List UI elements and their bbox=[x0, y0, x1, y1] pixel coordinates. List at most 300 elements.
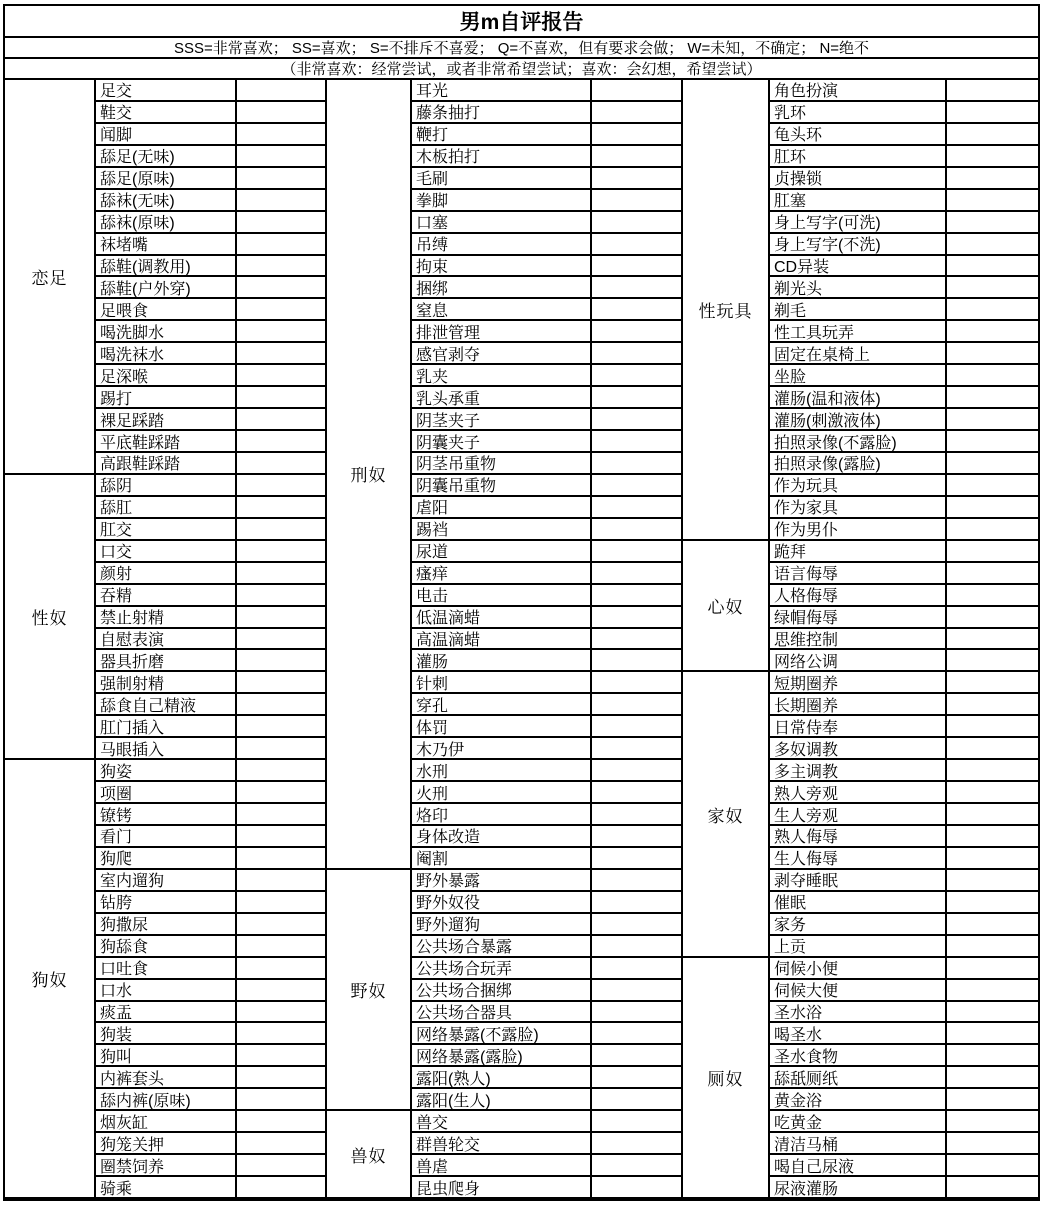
item-label: 阴茎吊重物 bbox=[412, 453, 592, 475]
category-label: 性玩具 bbox=[683, 80, 770, 541]
rating-cell[interactable] bbox=[592, 1111, 681, 1133]
category-label: 恋足 bbox=[5, 80, 96, 475]
item-label: 足交 bbox=[96, 80, 237, 102]
rating-cell[interactable] bbox=[947, 694, 1038, 716]
item-label: 狗笼关押 bbox=[96, 1133, 237, 1155]
item-label: 足深喉 bbox=[96, 365, 237, 387]
rating-cell[interactable] bbox=[592, 102, 681, 124]
rating-cell[interactable] bbox=[237, 475, 325, 497]
rating-cell[interactable] bbox=[237, 694, 325, 716]
rating-cell[interactable] bbox=[947, 387, 1038, 409]
item-label: 穿孔 bbox=[412, 694, 592, 716]
item-label: 肛交 bbox=[96, 519, 237, 541]
item-label: 藤条抽打 bbox=[412, 102, 592, 124]
rating-cell[interactable] bbox=[947, 1155, 1038, 1177]
item-label: 马眼插入 bbox=[96, 738, 237, 760]
rating-cell[interactable] bbox=[947, 563, 1038, 585]
rating-cell[interactable] bbox=[237, 431, 325, 453]
rating-cell[interactable] bbox=[947, 519, 1038, 541]
rating-cell[interactable] bbox=[947, 892, 1038, 914]
rating-cell[interactable] bbox=[947, 958, 1038, 980]
rating-cell[interactable] bbox=[947, 80, 1038, 102]
item-label: 舔阴 bbox=[96, 475, 237, 497]
rating-cell[interactable] bbox=[592, 234, 681, 256]
rating-cell[interactable] bbox=[947, 102, 1038, 124]
rating-cell[interactable] bbox=[592, 848, 681, 870]
item-label: 踢打 bbox=[96, 387, 237, 409]
rating-cell[interactable] bbox=[237, 541, 325, 563]
rating-cell[interactable] bbox=[947, 826, 1038, 848]
item-label: 袜堵嘴 bbox=[96, 234, 237, 256]
rating-cell[interactable] bbox=[237, 936, 325, 958]
rating-cell[interactable] bbox=[237, 299, 325, 321]
item-label: 舔鞋(调教用) bbox=[96, 256, 237, 278]
rating-cell[interactable] bbox=[947, 277, 1038, 299]
item-label: 作为玩具 bbox=[770, 475, 947, 497]
category-label: 刑奴 bbox=[327, 80, 412, 870]
rating-cell[interactable] bbox=[947, 585, 1038, 607]
item-label: 裸足踩踏 bbox=[96, 409, 237, 431]
rating-cell[interactable] bbox=[947, 343, 1038, 365]
rating-cell[interactable] bbox=[237, 804, 325, 826]
rating-cell[interactable] bbox=[592, 980, 681, 1002]
rating-cell[interactable] bbox=[237, 277, 325, 299]
rating-cell[interactable] bbox=[237, 1111, 325, 1133]
rating-cell[interactable] bbox=[592, 804, 681, 826]
item-label: 低温滴蜡 bbox=[412, 607, 592, 629]
item-label: 吊缚 bbox=[412, 234, 592, 256]
rating-cell[interactable] bbox=[237, 1155, 325, 1177]
item-label: 熟人旁观 bbox=[770, 782, 947, 804]
rating-cell[interactable] bbox=[592, 146, 681, 168]
item-label: 跪拜 bbox=[770, 541, 947, 563]
rating-cell[interactable] bbox=[592, 519, 681, 541]
item-label: 舔肛 bbox=[96, 497, 237, 519]
item-label: 拳脚 bbox=[412, 190, 592, 212]
item-label: 喝洗袜水 bbox=[96, 343, 237, 365]
item-label: 公共场合捆绑 bbox=[412, 980, 592, 1002]
item-label: 剥夺睡眠 bbox=[770, 870, 947, 892]
item-label: 体罚 bbox=[412, 716, 592, 738]
rating-cell[interactable] bbox=[237, 1177, 325, 1199]
item-label: 公共场合暴露 bbox=[412, 936, 592, 958]
rating-cell[interactable] bbox=[592, 563, 681, 585]
rating-cell[interactable] bbox=[947, 629, 1038, 651]
item-label: 肛塞 bbox=[770, 190, 947, 212]
rating-cell[interactable] bbox=[237, 782, 325, 804]
legend-line-1: SSS=非常喜欢； SS=喜欢； S=不排斥不喜爱； Q=不喜欢，但有要求会做； W=未知，不确定； N=绝不 bbox=[5, 38, 1038, 59]
rating-cell[interactable] bbox=[947, 541, 1038, 563]
item-label: 短期圈养 bbox=[770, 672, 947, 694]
rating-cell[interactable] bbox=[237, 409, 325, 431]
rating-cell[interactable] bbox=[237, 980, 325, 1002]
rating-cell[interactable] bbox=[947, 299, 1038, 321]
rating-cell[interactable] bbox=[947, 168, 1038, 190]
item-label: 看门 bbox=[96, 826, 237, 848]
rating-cell[interactable] bbox=[592, 277, 681, 299]
rating-cell[interactable] bbox=[237, 848, 325, 870]
rating-cell[interactable] bbox=[947, 234, 1038, 256]
item-label: 乳夹 bbox=[412, 365, 592, 387]
item-label: 自慰表演 bbox=[96, 629, 237, 651]
item-label: 黄金浴 bbox=[770, 1089, 947, 1111]
item-label: 身体改造 bbox=[412, 826, 592, 848]
rating-cell[interactable] bbox=[947, 190, 1038, 212]
category-label: 厕奴 bbox=[683, 958, 770, 1199]
category-label: 兽奴 bbox=[327, 1111, 412, 1199]
item-label: 狗姿 bbox=[96, 760, 237, 782]
item-label: 器具折磨 bbox=[96, 650, 237, 672]
rating-cell[interactable] bbox=[237, 497, 325, 519]
rating-cell[interactable] bbox=[237, 892, 325, 914]
item-label: 阴囊夹子 bbox=[412, 431, 592, 453]
item-label: 野外奴役 bbox=[412, 892, 592, 914]
rating-cell[interactable] bbox=[947, 760, 1038, 782]
rating-cell[interactable] bbox=[592, 892, 681, 914]
rating-cell[interactable] bbox=[947, 256, 1038, 278]
item-label: 露阳(熟人) bbox=[412, 1067, 592, 1089]
item-label: 拘束 bbox=[412, 256, 592, 278]
rating-cell[interactable] bbox=[237, 1067, 325, 1089]
rating-cell[interactable] bbox=[237, 1002, 325, 1024]
rating-cell[interactable] bbox=[237, 914, 325, 936]
rating-cell[interactable] bbox=[592, 585, 681, 607]
item-label: 火刑 bbox=[412, 782, 592, 804]
rating-cell[interactable] bbox=[592, 497, 681, 519]
item-label: 长期圈养 bbox=[770, 694, 947, 716]
item-label: 剃毛 bbox=[770, 299, 947, 321]
rating-cell[interactable] bbox=[592, 299, 681, 321]
rating-cell[interactable] bbox=[237, 672, 325, 694]
item-label: 吃黄金 bbox=[770, 1111, 947, 1133]
item-label: 坐脸 bbox=[770, 365, 947, 387]
rating-cell[interactable] bbox=[237, 738, 325, 760]
item-label: 公共场合玩弄 bbox=[412, 958, 592, 980]
rating-cell[interactable] bbox=[237, 168, 325, 190]
rating-cell[interactable] bbox=[592, 168, 681, 190]
rating-cell[interactable] bbox=[592, 431, 681, 453]
item-label: 多奴调教 bbox=[770, 738, 947, 760]
item-label: 拍照录像(露脸) bbox=[770, 453, 947, 475]
report-table bbox=[3, 4, 1040, 1201]
item-label: 拍照录像(不露脸) bbox=[770, 431, 947, 453]
item-label: 作为男仆 bbox=[770, 519, 947, 541]
rating-cell[interactable] bbox=[237, 190, 325, 212]
rating-cell[interactable] bbox=[592, 672, 681, 694]
item-label: 闻脚 bbox=[96, 124, 237, 146]
item-label: 尿道 bbox=[412, 541, 592, 563]
rating-cell[interactable] bbox=[592, 1002, 681, 1024]
item-label: 吞精 bbox=[96, 585, 237, 607]
rating-cell[interactable] bbox=[592, 387, 681, 409]
item-label: 狗叫 bbox=[96, 1045, 237, 1067]
rating-cell[interactable] bbox=[947, 782, 1038, 804]
item-label: 日常侍奉 bbox=[770, 716, 947, 738]
item-label: 昆虫爬身 bbox=[412, 1177, 592, 1199]
item-label: 高温滴蜡 bbox=[412, 629, 592, 651]
rating-cell[interactable] bbox=[237, 1089, 325, 1111]
item-label: 禁止射精 bbox=[96, 607, 237, 629]
item-label: 灌肠 bbox=[412, 650, 592, 672]
item-label: 颜射 bbox=[96, 563, 237, 585]
item-label: 口水 bbox=[96, 980, 237, 1002]
rating-cell[interactable] bbox=[592, 80, 681, 102]
item-label: 野外遛狗 bbox=[412, 914, 592, 936]
rating-cell[interactable] bbox=[947, 1133, 1038, 1155]
rating-cell[interactable] bbox=[947, 1002, 1038, 1024]
item-label: 多主调教 bbox=[770, 760, 947, 782]
item-label: 足喂食 bbox=[96, 299, 237, 321]
rating-cell[interactable] bbox=[947, 321, 1038, 343]
item-label: 狗爬 bbox=[96, 848, 237, 870]
item-label: 舔袜(无味) bbox=[96, 190, 237, 212]
rating-cell[interactable] bbox=[947, 1067, 1038, 1089]
rating-cell[interactable] bbox=[947, 1089, 1038, 1111]
rating-cell[interactable] bbox=[592, 212, 681, 234]
rating-cell[interactable] bbox=[947, 453, 1038, 475]
item-label: 网络暴露(露脸) bbox=[412, 1045, 592, 1067]
rating-cell[interactable] bbox=[947, 738, 1038, 760]
item-label: 群兽轮交 bbox=[412, 1133, 592, 1155]
item-label: 贞操锁 bbox=[770, 168, 947, 190]
item-label: 虐阳 bbox=[412, 497, 592, 519]
rating-cell[interactable] bbox=[592, 1155, 681, 1177]
item-label: 舔鞋(户外穿) bbox=[96, 277, 237, 299]
item-label: 催眠 bbox=[770, 892, 947, 914]
rating-cell[interactable] bbox=[592, 870, 681, 892]
table-body bbox=[5, 80, 1038, 1199]
rating-cell[interactable] bbox=[237, 80, 325, 102]
item-label: 捆绑 bbox=[412, 277, 592, 299]
rating-cell[interactable] bbox=[947, 914, 1038, 936]
rating-cell[interactable] bbox=[592, 256, 681, 278]
rating-cell[interactable] bbox=[237, 212, 325, 234]
rating-cell[interactable] bbox=[592, 190, 681, 212]
item-label: 狗撒尿 bbox=[96, 914, 237, 936]
item-label: 阴茎夹子 bbox=[412, 409, 592, 431]
item-label: 身上写字(可洗) bbox=[770, 212, 947, 234]
rating-cell[interactable] bbox=[592, 124, 681, 146]
item-label: 阴囊吊重物 bbox=[412, 475, 592, 497]
item-label: 圈禁饲养 bbox=[96, 1155, 237, 1177]
rating-cell[interactable] bbox=[237, 716, 325, 738]
item-label: 身上写字(不洗) bbox=[770, 234, 947, 256]
item-label: 喝洗脚水 bbox=[96, 321, 237, 343]
item-label: 室内遛狗 bbox=[96, 870, 237, 892]
item-label: 生人侮辱 bbox=[770, 848, 947, 870]
item-label: 固定在桌椅上 bbox=[770, 343, 947, 365]
rating-cell[interactable] bbox=[592, 1045, 681, 1067]
rating-cell[interactable] bbox=[237, 256, 325, 278]
item-label: 痰盂 bbox=[96, 1002, 237, 1024]
item-label: 灌肠(刺激液体) bbox=[770, 409, 947, 431]
item-label: 思维控制 bbox=[770, 629, 947, 651]
category-label: 野奴 bbox=[327, 870, 412, 1111]
rating-cell[interactable] bbox=[947, 650, 1038, 672]
rating-cell[interactable] bbox=[237, 453, 325, 475]
rating-cell[interactable] bbox=[592, 760, 681, 782]
rating-cell[interactable] bbox=[947, 870, 1038, 892]
item-label: 露阳(生人) bbox=[412, 1089, 592, 1111]
item-label: 生人旁观 bbox=[770, 804, 947, 826]
item-label: 性工具玩弄 bbox=[770, 321, 947, 343]
rating-cell[interactable] bbox=[237, 321, 325, 343]
item-label: 项圈 bbox=[96, 782, 237, 804]
rating-cell[interactable] bbox=[947, 365, 1038, 387]
rating-cell[interactable] bbox=[237, 585, 325, 607]
rating-cell[interactable] bbox=[592, 716, 681, 738]
item-label: 狗舔食 bbox=[96, 936, 237, 958]
rating-cell[interactable] bbox=[947, 1023, 1038, 1045]
item-label: 舔足(无味) bbox=[96, 146, 237, 168]
item-label: 骑乘 bbox=[96, 1177, 237, 1199]
rating-cell[interactable] bbox=[592, 694, 681, 716]
rating-cell[interactable] bbox=[592, 1133, 681, 1155]
rating-cell[interactable] bbox=[592, 936, 681, 958]
item-label: 野外暴露 bbox=[412, 870, 592, 892]
item-label: 人格侮辱 bbox=[770, 585, 947, 607]
rating-cell[interactable] bbox=[592, 629, 681, 651]
item-label: 剃光头 bbox=[770, 277, 947, 299]
rating-cell[interactable] bbox=[947, 124, 1038, 146]
rating-cell[interactable] bbox=[237, 146, 325, 168]
rating-cell[interactable] bbox=[237, 1023, 325, 1045]
column-group-1 bbox=[5, 80, 327, 1199]
rating-cell[interactable] bbox=[592, 365, 681, 387]
item-label: 兽交 bbox=[412, 1111, 592, 1133]
rating-cell[interactable] bbox=[947, 1045, 1038, 1067]
rating-cell[interactable] bbox=[592, 958, 681, 980]
item-label: 乳环 bbox=[770, 102, 947, 124]
rating-cell[interactable] bbox=[237, 102, 325, 124]
item-label: 钻胯 bbox=[96, 892, 237, 914]
item-label: 毛刷 bbox=[412, 168, 592, 190]
item-label: 伺候小便 bbox=[770, 958, 947, 980]
item-label: 烟灰缸 bbox=[96, 1111, 237, 1133]
rating-cell[interactable] bbox=[592, 782, 681, 804]
rating-cell[interactable] bbox=[592, 541, 681, 563]
rating-cell[interactable] bbox=[592, 826, 681, 848]
rating-cell[interactable] bbox=[237, 650, 325, 672]
item-label: 踢裆 bbox=[412, 519, 592, 541]
rating-cell[interactable] bbox=[592, 1089, 681, 1111]
rating-cell[interactable] bbox=[592, 607, 681, 629]
item-label: 绿帽侮辱 bbox=[770, 607, 947, 629]
rating-cell[interactable] bbox=[592, 343, 681, 365]
rating-cell[interactable] bbox=[237, 563, 325, 585]
rating-cell[interactable] bbox=[237, 124, 325, 146]
rating-cell[interactable] bbox=[592, 914, 681, 936]
rating-cell[interactable] bbox=[947, 607, 1038, 629]
item-label: 舔舐厕纸 bbox=[770, 1067, 947, 1089]
rating-cell[interactable] bbox=[592, 453, 681, 475]
rating-cell[interactable] bbox=[947, 409, 1038, 431]
item-label: 网络公调 bbox=[770, 650, 947, 672]
item-label: 熟人侮辱 bbox=[770, 826, 947, 848]
rating-cell[interactable] bbox=[947, 672, 1038, 694]
rating-cell[interactable] bbox=[237, 760, 325, 782]
rating-cell[interactable] bbox=[592, 1023, 681, 1045]
item-label: 公共场合器具 bbox=[412, 1002, 592, 1024]
rating-cell[interactable] bbox=[237, 870, 325, 892]
category-label: 性奴 bbox=[5, 475, 96, 760]
item-label: 舔食自己精液 bbox=[96, 694, 237, 716]
item-label: 鞭打 bbox=[412, 124, 592, 146]
rating-cell[interactable] bbox=[237, 234, 325, 256]
item-label: 阉割 bbox=[412, 848, 592, 870]
rating-cell[interactable] bbox=[592, 475, 681, 497]
rating-cell[interactable] bbox=[947, 716, 1038, 738]
rating-cell[interactable] bbox=[947, 212, 1038, 234]
item-label: 舔内裤(原味) bbox=[96, 1089, 237, 1111]
rating-cell[interactable] bbox=[947, 146, 1038, 168]
rating-cell[interactable] bbox=[592, 321, 681, 343]
item-label: 语言侮辱 bbox=[770, 563, 947, 585]
item-label: 口塞 bbox=[412, 212, 592, 234]
rating-cell[interactable] bbox=[592, 1177, 681, 1199]
item-label: 口交 bbox=[96, 541, 237, 563]
rating-cell[interactable] bbox=[237, 343, 325, 365]
item-label: 兽虐 bbox=[412, 1155, 592, 1177]
rating-cell[interactable] bbox=[947, 804, 1038, 826]
legend-line-2: （非常喜欢：经常尝试，或者非常希望尝试；喜欢：会幻想，希望尝试） bbox=[5, 59, 1038, 80]
item-label: 针刺 bbox=[412, 672, 592, 694]
rating-cell[interactable] bbox=[947, 497, 1038, 519]
rating-cell[interactable] bbox=[592, 1067, 681, 1089]
item-label: 上贡 bbox=[770, 936, 947, 958]
rating-cell[interactable] bbox=[237, 1133, 325, 1155]
rating-cell[interactable] bbox=[237, 607, 325, 629]
item-label: 镣铐 bbox=[96, 804, 237, 826]
rating-cell[interactable] bbox=[592, 409, 681, 431]
page-title: 男m自评报告 bbox=[5, 6, 1038, 38]
item-label: 角色扮演 bbox=[770, 80, 947, 102]
rating-cell[interactable] bbox=[947, 1177, 1038, 1199]
rating-cell[interactable] bbox=[947, 431, 1038, 453]
category-label: 家奴 bbox=[683, 672, 770, 957]
rating-cell[interactable] bbox=[947, 980, 1038, 1002]
item-label: 耳光 bbox=[412, 80, 592, 102]
item-label: 清洁马桶 bbox=[770, 1133, 947, 1155]
item-label: 电击 bbox=[412, 585, 592, 607]
item-label: 网络暴露(不露脸) bbox=[412, 1023, 592, 1045]
rating-cell[interactable] bbox=[947, 936, 1038, 958]
rating-cell[interactable] bbox=[947, 1111, 1038, 1133]
rating-cell[interactable] bbox=[237, 365, 325, 387]
rating-cell[interactable] bbox=[947, 848, 1038, 870]
rating-cell[interactable] bbox=[237, 1045, 325, 1067]
item-label: 木乃伊 bbox=[412, 738, 592, 760]
rating-cell[interactable] bbox=[592, 650, 681, 672]
column-group-2 bbox=[327, 80, 683, 1199]
item-label: 家务 bbox=[770, 914, 947, 936]
rating-cell[interactable] bbox=[592, 738, 681, 760]
category-label: 狗奴 bbox=[5, 760, 96, 1199]
item-label: 肛门插入 bbox=[96, 716, 237, 738]
item-label: 圣水食物 bbox=[770, 1045, 947, 1067]
item-label: 感官剥夺 bbox=[412, 343, 592, 365]
item-label: 乳头承重 bbox=[412, 387, 592, 409]
item-label: 狗装 bbox=[96, 1023, 237, 1045]
item-label: 瘙痒 bbox=[412, 563, 592, 585]
rating-cell[interactable] bbox=[237, 826, 325, 848]
rating-cell[interactable] bbox=[237, 387, 325, 409]
rating-cell[interactable] bbox=[237, 519, 325, 541]
rating-cell[interactable] bbox=[237, 629, 325, 651]
item-label: 作为家具 bbox=[770, 497, 947, 519]
rating-cell[interactable] bbox=[237, 958, 325, 980]
rating-cell[interactable] bbox=[947, 475, 1038, 497]
